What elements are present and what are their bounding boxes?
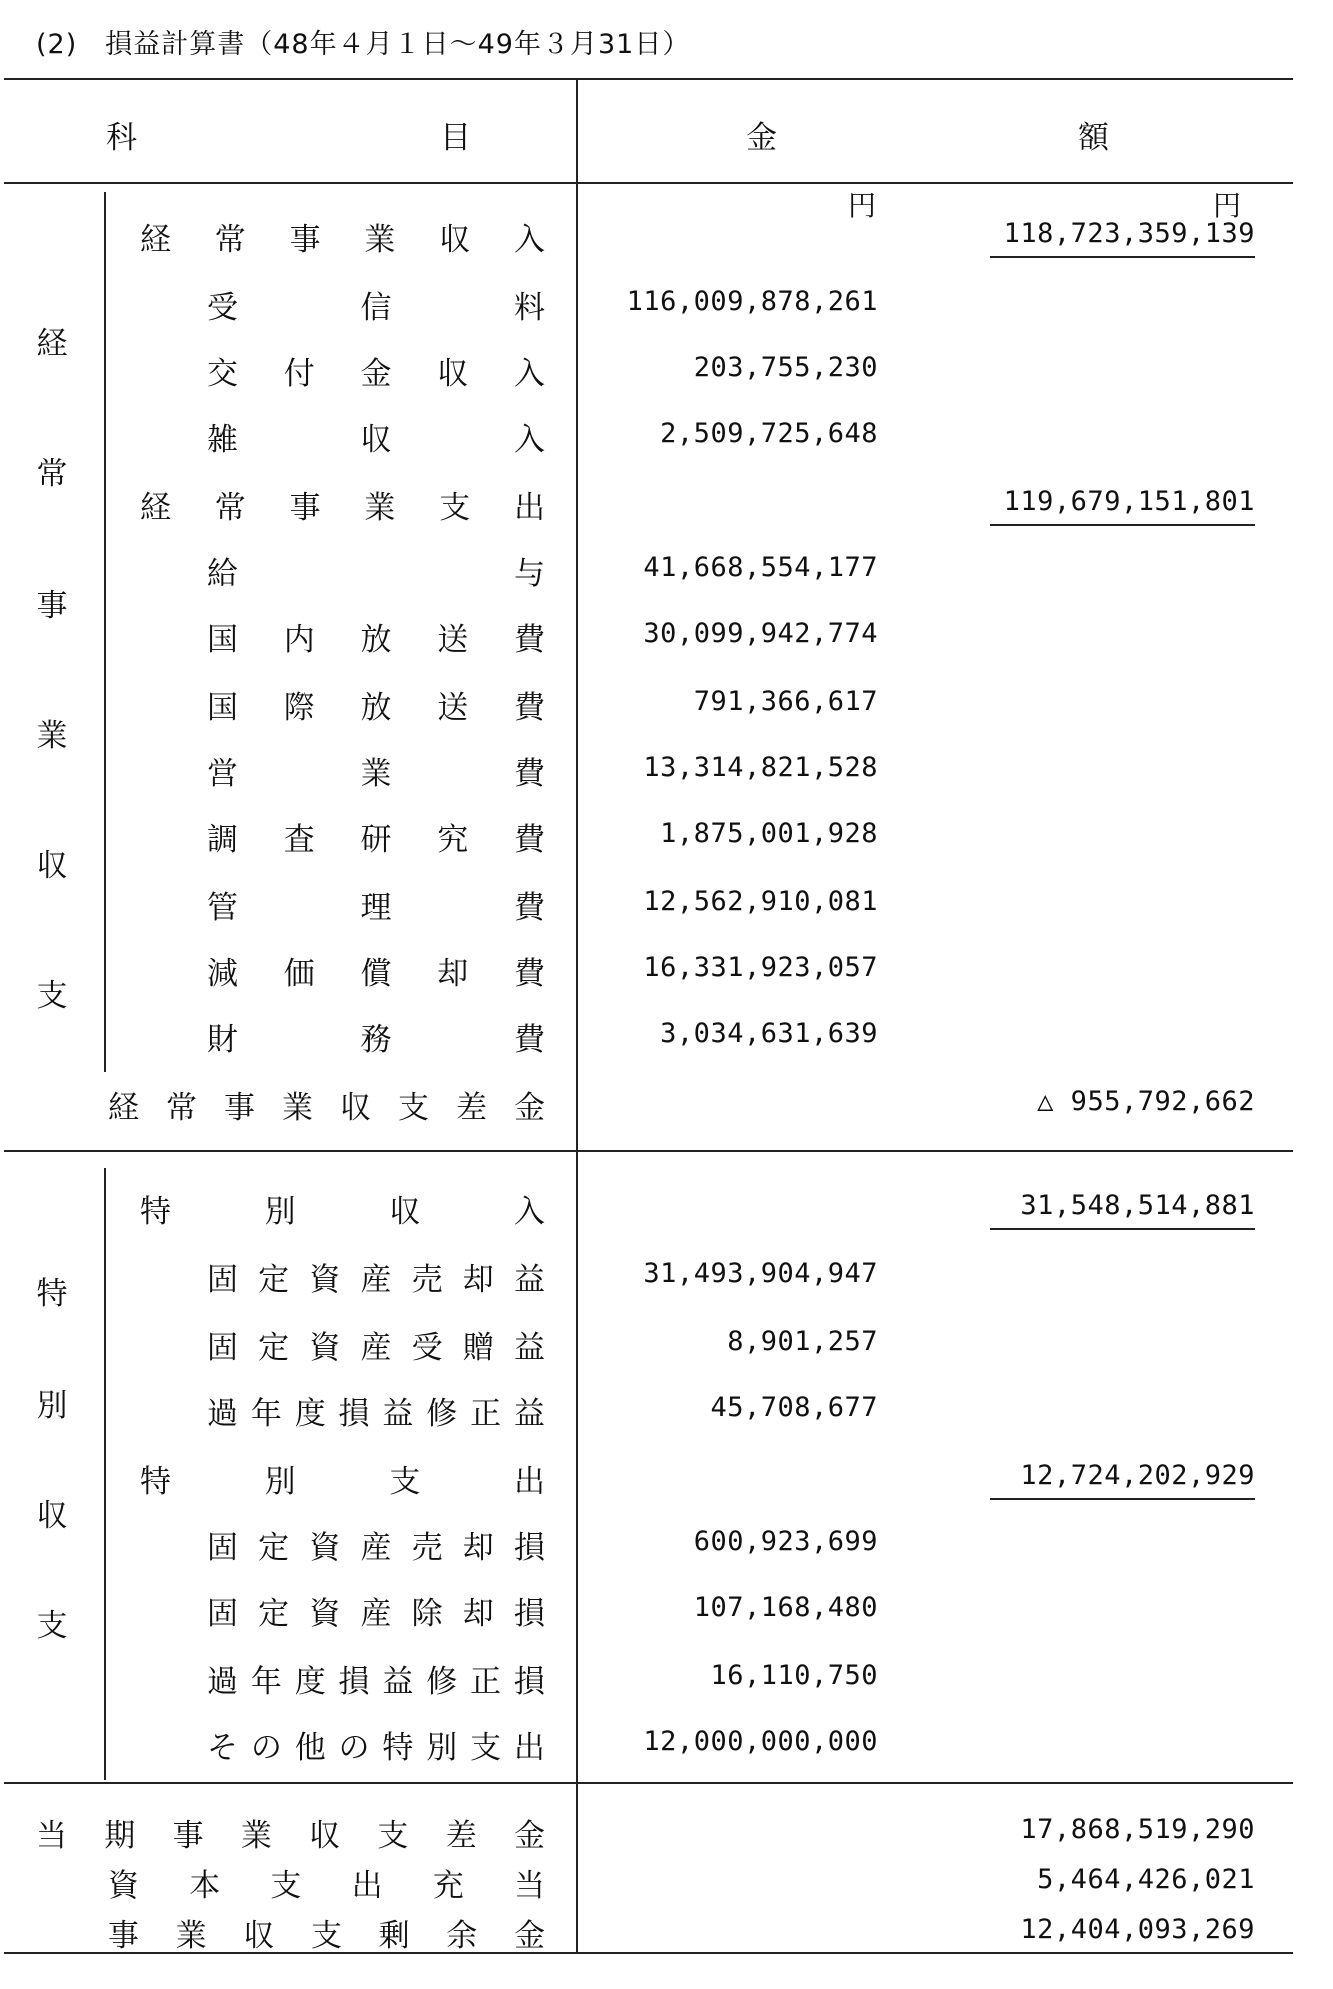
row-label: 固 定 資 産 売 却 益 — [207, 1262, 545, 1298]
row-label: 経 常 事 業 収 入 — [140, 222, 545, 258]
row-label: 固 定 資 産 除 却 損 — [207, 1596, 545, 1632]
statement-title: (2) 損益計算書（48年４月１日～49年３月31日） — [36, 29, 691, 60]
unit-col1: 円 — [848, 189, 877, 222]
subtotal-underline — [990, 1228, 1255, 1230]
row-label: 受 信 料 — [207, 290, 545, 326]
section-char: 特 — [36, 1276, 68, 1312]
amount-col1: 107,168,480 — [693, 1592, 878, 1623]
amount-col1: 12,000,000,000 — [643, 1726, 878, 1757]
amount-col1: 791,366,617 — [693, 686, 878, 717]
amount-col1: 2,509,725,648 — [660, 418, 878, 449]
amount-col1: 16,331,923,057 — [643, 952, 878, 983]
amount-col2: △ 955,792,662 — [1037, 1086, 1255, 1117]
statement-row — [0, 1254, 1333, 1298]
amount-col1: 3,034,631,639 — [660, 1018, 878, 1049]
subtotal-underline — [990, 1498, 1255, 1500]
statement-row — [0, 1722, 1333, 1766]
row-label: 国 内 放 送 費 — [207, 622, 545, 658]
header-amount-right: 額 — [1078, 120, 1109, 156]
amount-col1: 8,901,257 — [727, 1326, 878, 1357]
section-char: 常 — [36, 456, 68, 492]
row-label: 調 査 研 究 費 — [207, 822, 545, 858]
row-label: 特 別 収 入 — [140, 1194, 545, 1230]
statement-row — [0, 682, 1333, 726]
row-label: 過 年 度 損 益 修 正 益 — [207, 1396, 545, 1432]
row-label: 財 務 費 — [207, 1022, 545, 1058]
header-bottom-rule — [4, 182, 1293, 184]
statement-row — [0, 1082, 1333, 1126]
amount-col2: 12,404,093,269 — [1020, 1914, 1255, 1945]
row-label: 固 定 資 産 受 贈 益 — [207, 1330, 545, 1366]
amount-col2: 17,868,519,290 — [1020, 1814, 1255, 1845]
row-label: 減 価 償 却 費 — [207, 956, 545, 992]
statement-row — [0, 214, 1333, 258]
amount-col1: 16,110,750 — [710, 1660, 878, 1691]
section-char: 経 — [36, 326, 68, 362]
amount-col1: 31,493,904,947 — [643, 1258, 878, 1289]
amount-col2: 118,723,359,139 — [1003, 218, 1255, 249]
section-char: 別 — [36, 1388, 68, 1424]
statement-row — [0, 348, 1333, 392]
statement-row — [0, 1322, 1333, 1366]
row-label: 経 常 事 業 収 支 差 金 — [108, 1090, 545, 1126]
row-label: 当 期 事 業 収 支 差 金 — [36, 1818, 545, 1854]
row-label: 特 別 支 出 — [140, 1464, 545, 1500]
amount-col1: 45,708,677 — [710, 1392, 878, 1423]
statement-row — [0, 882, 1333, 926]
amount-col2: 12,724,202,929 — [1020, 1460, 1255, 1491]
statement-row — [0, 1388, 1333, 1432]
subtotal-underline — [990, 256, 1255, 258]
unit-col2: 円 — [1213, 189, 1242, 222]
amount-col1: 41,668,554,177 — [643, 552, 878, 583]
amount-col1: 600,923,699 — [693, 1526, 878, 1557]
amount-col1: 13,314,821,528 — [643, 752, 878, 783]
header-amount-left: 金 — [746, 120, 777, 156]
row-label: 事 業 収 支 剰 余 金 — [108, 1918, 545, 1954]
amount-col2: 5,464,426,021 — [1037, 1864, 1255, 1895]
row-label: 固 定 資 産 売 却 損 — [207, 1530, 545, 1566]
row-label: 交 付 金 収 入 — [207, 356, 545, 392]
row-label: 資 本 支 出 充 当 — [108, 1868, 545, 1904]
row-label: そ の 他 の 特 別 支 出 — [207, 1730, 545, 1766]
header-subject-left: 科 — [106, 120, 137, 156]
section-char: 業 — [36, 718, 68, 754]
statement-row — [0, 282, 1333, 326]
amount-col1: 203,755,230 — [693, 352, 878, 383]
statement-row — [0, 614, 1333, 658]
statement-row — [0, 548, 1333, 592]
section-char: 収 — [36, 1498, 68, 1534]
amount-col2: 119,679,151,801 — [1003, 486, 1255, 517]
section-char: 支 — [36, 1608, 68, 1644]
statement-row — [0, 414, 1333, 458]
row-label: 給 与 — [207, 556, 545, 592]
row-label: 経 常 事 業 支 出 — [140, 490, 545, 526]
statement-row — [0, 1456, 1333, 1500]
amount-col1: 30,099,942,774 — [643, 618, 878, 649]
amount-col2: 31,548,514,881 — [1020, 1190, 1255, 1221]
statement-row — [0, 1860, 1333, 1904]
row-label: 管 理 費 — [207, 890, 545, 926]
section-char: 支 — [36, 978, 68, 1014]
statement-row — [0, 1014, 1333, 1058]
statement-row — [0, 748, 1333, 792]
amount-col1: 116,009,878,261 — [626, 286, 878, 317]
statement-row — [0, 1186, 1333, 1230]
statement-row — [0, 948, 1333, 992]
statement-row — [0, 1588, 1333, 1632]
statement-row — [0, 1910, 1333, 1954]
subtotal-underline — [990, 524, 1255, 526]
statement-row — [0, 1656, 1333, 1700]
section-divider-rule — [4, 1150, 1293, 1152]
section-char: 収 — [36, 848, 68, 884]
row-label: 営 業 費 — [207, 756, 545, 792]
section-char: 事 — [36, 588, 68, 624]
statement-row — [0, 482, 1333, 526]
amount-col1: 12,562,910,081 — [643, 886, 878, 917]
row-label: 雑 収 入 — [207, 422, 545, 458]
summary-divider-rule — [4, 1782, 1293, 1784]
statement-row — [0, 1810, 1333, 1854]
statement-row — [0, 814, 1333, 858]
statement-row — [0, 1522, 1333, 1566]
row-label: 過 年 度 損 益 修 正 損 — [207, 1664, 545, 1700]
amount-col1: 1,875,001,928 — [660, 818, 878, 849]
table-top-rule — [4, 78, 1293, 80]
row-label: 国 際 放 送 費 — [207, 690, 545, 726]
header-subject-right: 目 — [440, 120, 471, 156]
